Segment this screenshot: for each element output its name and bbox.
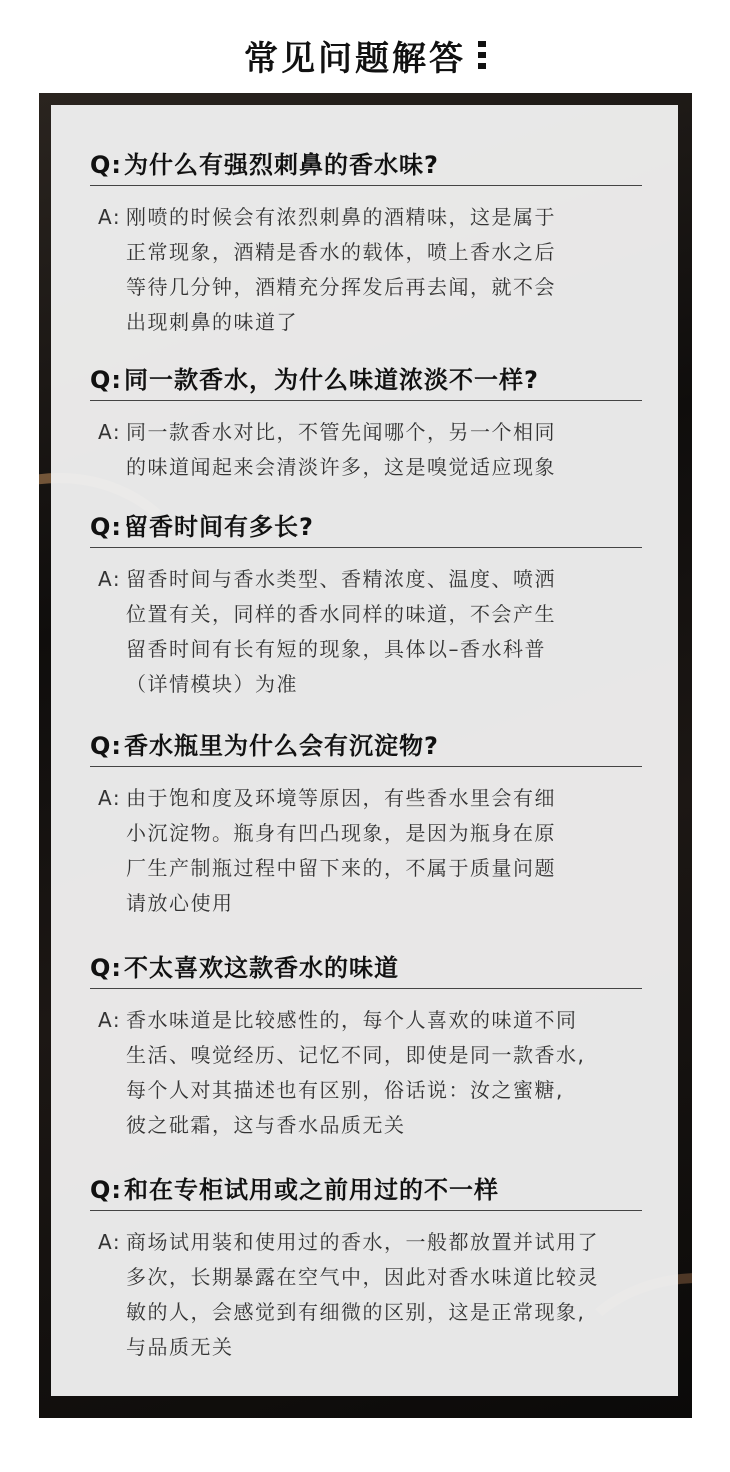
page-header — [0, 30, 730, 80]
answer-marker: A: — [98, 1230, 122, 1254]
faq-answer — [90, 562, 642, 702]
question-text: 为什么有强烈刺鼻的香水味? — [124, 151, 439, 179]
answer-marker: A: — [98, 205, 122, 229]
faq-answer — [90, 1003, 642, 1143]
answer-line: 出现刺鼻的味道了 — [126, 310, 298, 334]
answer-line: 每个人对其描述也有区别，俗话说：汝之蜜糖, — [126, 1078, 564, 1102]
answer-line: 与品质无关 — [126, 1335, 234, 1359]
faq-frame — [39, 93, 692, 1418]
question-marker: Q: — [90, 1176, 122, 1204]
answer-marker: A: — [98, 786, 122, 810]
answer-line: 留香时间与香水类型、香精浓度、温度、喷洒 — [126, 567, 556, 591]
faq-item — [90, 507, 642, 702]
answer-line: 的味道闻起来会清淡许多，这是嗅觉适应现象 — [126, 455, 556, 479]
faq-item — [90, 726, 642, 921]
question-marker: Q: — [90, 366, 122, 394]
faq-answer — [90, 200, 642, 340]
faq-question — [90, 948, 642, 989]
answer-marker: A: — [98, 1008, 122, 1032]
answer-marker: A: — [98, 420, 122, 444]
faq-item — [90, 948, 642, 1143]
answer-line: 彼之砒霜，这与香水品质无关 — [126, 1113, 406, 1137]
faq-answer — [90, 415, 642, 485]
faq-item — [90, 145, 642, 340]
answer-line: 由于饱和度及环境等原因，有些香水里会有细 — [126, 786, 556, 810]
answer-line: 同一款香水对比，不管先闻哪个，另一个相同 — [126, 420, 556, 444]
faq-answer — [90, 1225, 642, 1365]
question-marker: Q: — [90, 732, 122, 760]
question-text: 留香时间有多长? — [124, 513, 314, 541]
faq-question — [90, 145, 642, 186]
answer-line: 厂生产制瓶过程中留下来的，不属于质量问题 — [126, 856, 556, 880]
faq-question — [90, 1170, 642, 1211]
answer-line: 敏的人，会感觉到有细微的区别，这是正常现象, — [126, 1300, 586, 1324]
faq-question — [90, 507, 642, 548]
question-marker: Q: — [90, 151, 122, 179]
answer-line: 位置有关，同样的香水同样的味道，不会产生 — [126, 602, 556, 626]
menu-icon — [478, 41, 486, 69]
question-text: 香水瓶里为什么会有沉淀物? — [124, 732, 439, 760]
answer-line: 小沉淀物。瓶身有凹凸现象，是因为瓶身在原 — [126, 821, 556, 845]
answer-line: 香水味道是比较感性的，每个人喜欢的味道不同 — [126, 1008, 578, 1032]
faq-question — [90, 726, 642, 767]
question-marker: Q: — [90, 954, 122, 982]
answer-line: 请放心使用 — [126, 891, 234, 915]
answer-line: 商场试用装和使用过的香水，一般都放置并试用了 — [126, 1230, 599, 1254]
answer-line: 等待几分钟，酒精充分挥发后再去闻，就不会 — [126, 275, 556, 299]
faq-item — [90, 360, 642, 485]
faq-question — [90, 360, 642, 401]
question-text: 不太喜欢这款香水的味道 — [124, 954, 399, 982]
faq-item — [90, 1170, 642, 1365]
answer-line: 多次，长期暴露在空气中，因此对香水味道比较灵 — [126, 1265, 599, 1289]
question-marker: Q: — [90, 513, 122, 541]
page-title: 常见问题解答 — [244, 38, 466, 79]
answer-line: （详情模块）为准 — [126, 672, 298, 696]
question-text: 和在专柜试用或之前用过的不一样 — [124, 1176, 499, 1204]
answer-marker: A: — [98, 567, 122, 591]
answer-line: 生活、嗅觉经历、记忆不同，即使是同一款香水, — [126, 1043, 586, 1067]
faq-answer — [90, 781, 642, 921]
faq-panel — [51, 105, 678, 1396]
answer-line: 留香时间有长有短的现象，具体以–香水科普 — [126, 637, 546, 661]
answer-line: 刚喷的时候会有浓烈刺鼻的酒精味，这是属于 — [126, 205, 556, 229]
answer-line: 正常现象，酒精是香水的载体，喷上香水之后 — [126, 240, 556, 264]
question-text: 同一款香水，为什么味道浓淡不一样? — [124, 366, 539, 394]
